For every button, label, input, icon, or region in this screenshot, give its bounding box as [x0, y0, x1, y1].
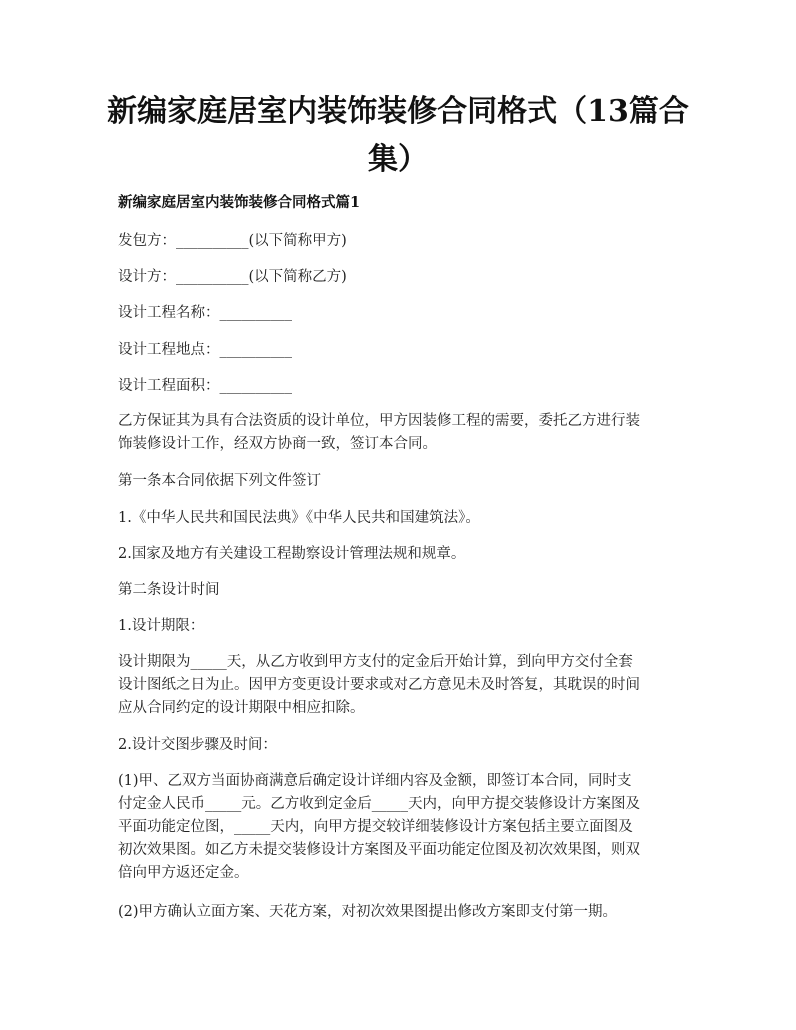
document-title-line-2: 集） [368, 142, 428, 177]
party-b-line: 设计方：__________(以下简称乙方) [118, 269, 347, 285]
design-period-paragraph-line: 设计期限为_____天，从乙方收到甲方支付的定金后开始计算，到向甲方交付全套 [118, 654, 633, 670]
document-title [100, 88, 696, 184]
list-item: 2.设计交图步骤及时间： [118, 737, 277, 753]
project-area-line: 设计工程面积：__________ [118, 378, 292, 394]
project-location-line: 设计工程地点：__________ [118, 342, 292, 358]
list-item: 1.设计期限： [118, 618, 205, 634]
delivery-step-paragraph-line: (1)甲、乙双方当面协商满意后确定设计详细内容及金额，即签订本合同，同时支 [118, 773, 632, 789]
delivery-step-paragraph-line: 初次效果图。如乙方未提交装修设计方案图及平面功能定位图及初次效果图，则双 [118, 842, 640, 858]
project-name-line: 设计工程名称：__________ [118, 305, 292, 321]
list-item: 2.国家及地方有关建设工程勘察设计管理法规和规章。 [118, 546, 466, 562]
intro-paragraph-line: 乙方保证其为具有合法资质的设计单位，甲方因装修工程的需要，委托乙方进行装 [118, 413, 640, 429]
article-heading: 第一条本合同依据下列文件签订 [118, 473, 321, 489]
delivery-step-paragraph-line: 倍向甲方返还定金。 [118, 865, 249, 881]
design-period-paragraph-line: 设计图纸之日为止。因甲方变更设计要求或对乙方意见未及时答复，其耽误的时间 [118, 677, 640, 693]
intro-paragraph-line: 饰装修设计工作，经双方协商一致，签订本合同。 [118, 436, 437, 452]
delivery-step-paragraph-line: 平面功能定位图，_____天内，向甲方提交较详细装修设计方案包括主要立面图及 [118, 819, 633, 835]
document-title-line-1: 新编家庭居室内装饰装修合同格式（13篇合 [107, 94, 689, 129]
list-item: 1.《中华人民共和国民法典》《中华人民共和国建筑法》。 [118, 510, 480, 526]
section-heading: 新编家庭居室内装饰装修合同格式篇1 [118, 194, 361, 211]
confirmation-paragraph-line: (2)甲方确认立面方案、天花方案，对初次效果图提出修改方案即支付第一期。 [118, 904, 618, 920]
delivery-step-paragraph-line: 付定金人民币_____元。乙方收到定金后_____天内，向甲方提交装修设计方案图及 [118, 796, 640, 812]
design-period-paragraph-line: 应从合同约定的设计期限中相应扣除。 [118, 700, 365, 716]
party-a-line: 发包方：__________(以下简称甲方) [118, 233, 347, 249]
article-heading: 第二条设计时间 [118, 582, 220, 598]
